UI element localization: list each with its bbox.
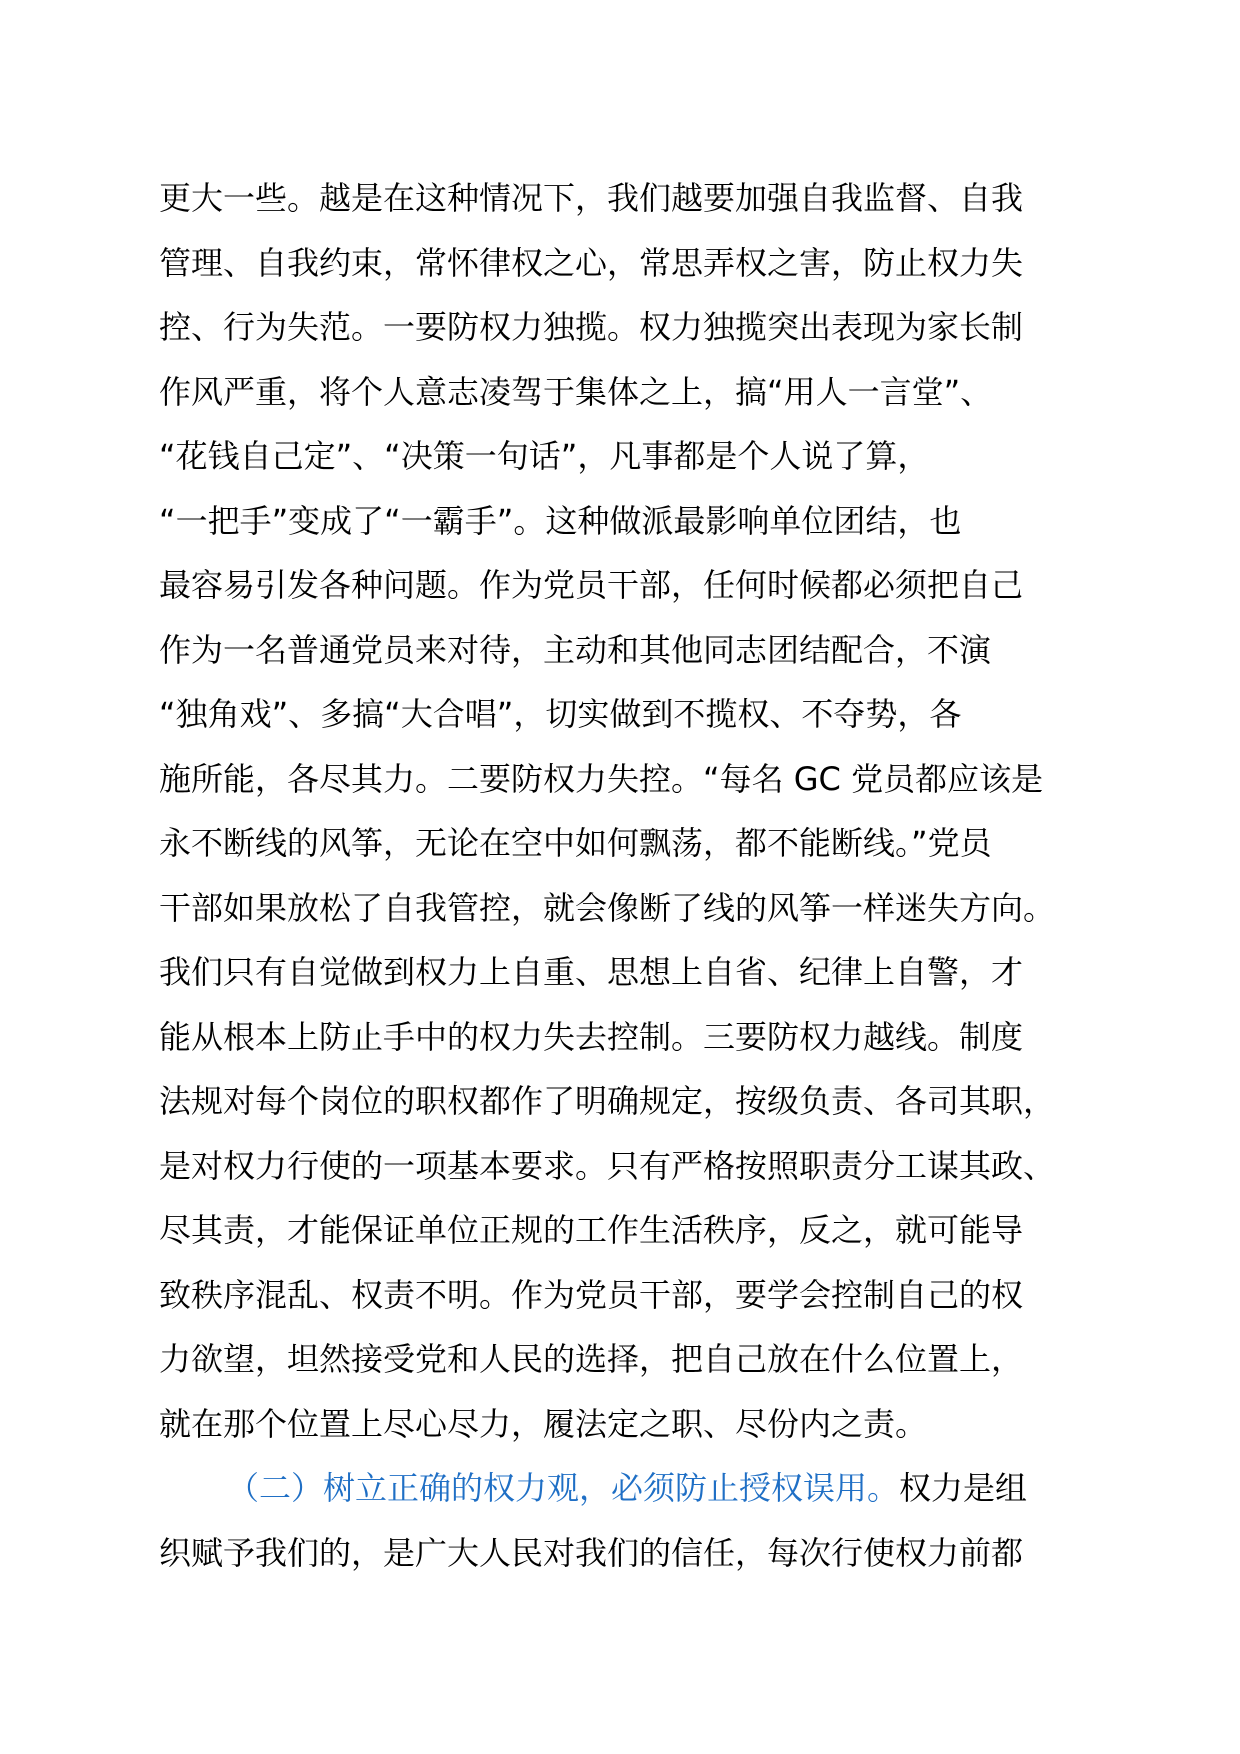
body-text [159,166,1099,1585]
text-line: 织赋予我们的，是广大人民对我们的信任，每次行使权力前都 [159,1533,1024,1572]
text-line: 能从根本上防止手中的权力失去控制。三要防权力越线。制度 [159,1017,1024,1056]
text-line: 管理、自我约束，常怀律权之心，常思弄权之害，防止权力失 [159,243,1024,282]
text-line: “独角戏”、多搞“大合唱”，切实做到不揽权、不夺势，各 [159,695,962,733]
text-line: 就在那个位置上尽心尽力，履法定之职、尽份内之责。 [159,1404,928,1443]
text-line: 更大一些。越是在这种情况下，我们越要加强自我监督、自我 [159,179,1024,217]
text-line: 干部如果放松了自我管控，就会像断了线的风筝一样迷失方向。 [159,888,1056,927]
text-line: 是对权力行使的一项基本要求。只有严格按照职责分工谋其政、 [159,1146,1056,1185]
text-line: 施所能，各尽其力。二要防权力失控。“每名 GC 党员都应该是 [159,759,1044,798]
text-line: 作为一名普通党员来对待，主动和其他同志团结配合，不演 [159,630,992,669]
text-line: 作风严重，将个人意志凌驾于集体之上，搞“用人一言堂”、 [159,372,993,411]
text-line: 控、行为失范。一要防权力独揽。权力独揽突出表现为家长制 [159,308,1024,346]
text-line: 最容易引发各种问题。作为党员干部，任何时候都必须把自己 [159,566,1024,604]
text-line: 永不断线的风筝，无论在空中如何飘荡，都不能断线。”党员 [159,824,992,862]
text-line: 法规对每个岗位的职权都作了明确规定，按级负责、各司其职， [159,1082,1056,1120]
text-line: 力欲望，坦然接受党和人民的选择，把自己放在什么位置上， [159,1340,1024,1378]
text-line: “花钱自己定”、“决策一句话”，凡事都是个人说了算， [159,437,930,475]
section-heading: （二）树立正确的权力观，必须防止授权误用。 [227,1469,900,1507]
text-line: 尽其责，才能保证单位正规的工作生活秩序，反之，就可能导 [159,1211,1024,1249]
section-heading-line [159,1456,1099,1521]
text-line: “一把手”变成了“一霸手”。这种做派最影响单位团结，也 [159,501,962,540]
text-line: 我们只有自觉做到权力上自重、思想上自省、纪律上自警，才 [159,953,1024,991]
text-line: 致秩序混乱、权责不明。作为党员干部，要学会控制自己的权 [159,1275,1024,1314]
section-heading-tail: 权力是组 [899,1469,1028,1507]
